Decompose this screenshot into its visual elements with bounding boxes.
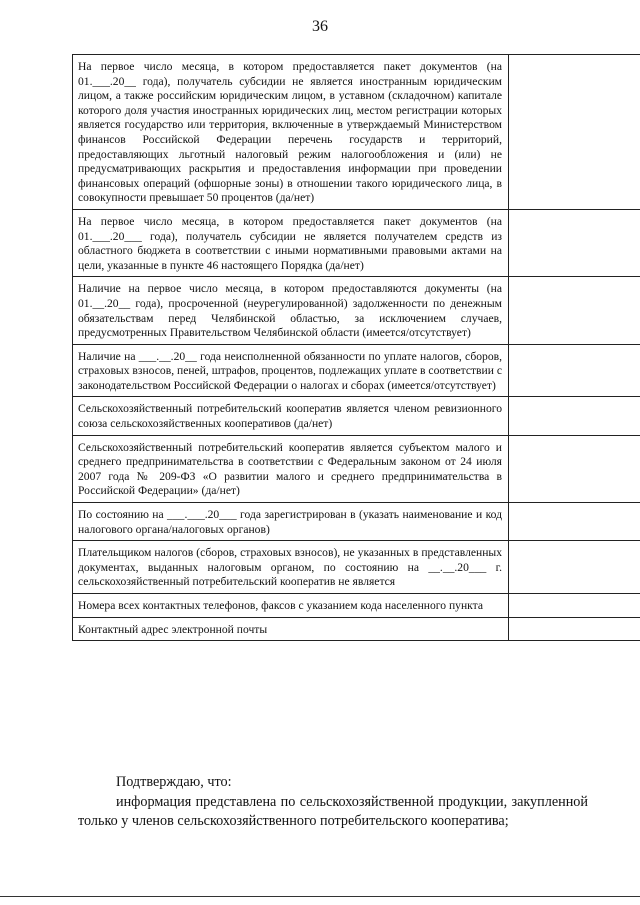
form-table xyxy=(72,54,640,641)
confirmation-block xyxy=(78,773,588,831)
question-cell: Контактный адрес электронной почты xyxy=(73,617,509,641)
table-row xyxy=(73,435,640,502)
table-row xyxy=(73,277,640,344)
answer-cell[interactable] xyxy=(509,617,640,641)
table-row xyxy=(73,594,640,618)
answer-cell[interactable] xyxy=(509,344,640,397)
table-row xyxy=(73,617,640,641)
table-row xyxy=(73,344,640,397)
answer-cell[interactable] xyxy=(509,594,640,618)
question-cell: На первое число месяца, в котором предоставляется пакет документов (на 01.___.20__ года), получатель субсидии не является иностранным юридическим лицом, а также российским юридическим лицом, в уставном (складочном) капитале которого доля участия иностранных юридических лиц, местом регистрации которых является государство или территория, включенные в утверждаемый Министерством финансов Российской Федерации перечень государств и территорий, предоставляющих льготный налоговый режим налогообложения и (или) не предусматривающих раскрытия и предоставления информации при проведении финансовых операций (офшорные зоны) в отношении такого юридического лица, в совокупности превышает 50 процентов (да/нет) xyxy=(73,55,509,210)
answer-cell[interactable] xyxy=(509,397,640,435)
answer-cell[interactable] xyxy=(509,55,640,210)
table-row xyxy=(73,55,640,210)
answer-cell[interactable] xyxy=(509,435,640,502)
table-row xyxy=(73,503,640,541)
question-cell: Номера всех контактных телефонов, факсов с указанием кода населенного пункта xyxy=(73,594,509,618)
answer-cell[interactable] xyxy=(509,277,640,344)
question-cell: Сельскохозяйственный потребительский кооператив является субъектом малого и среднего предпринимательства в соответствии с Федеральным законом от 24 июля 2007 года № 209-ФЗ «О развитии малого и среднего предпринимательства в Российской Федерации» (да/нет) xyxy=(73,435,509,502)
question-cell: По состоянию на ___.___.20___ года зарегистрирован в (указать наименование и код налогового органа/налоговых органов) xyxy=(73,503,509,541)
confirmation-paragraph: информация представлена по сельскохозяйственной продукции, закупленной только у членов сельскохозяйственного потребительского кооператива; xyxy=(78,794,588,829)
table-row xyxy=(73,209,640,276)
question-cell: Наличие на первое число месяца, в котором предоставляются документы (на 01.__.20__ года), просроченной (неурегулированной) задолженности по денежным обязательствам перед Челябинской областью, за исключением случаев, предусмотренных Правительством Челябинской области (имеется/отсутствует) xyxy=(73,277,509,344)
table-row xyxy=(73,397,640,435)
question-cell: На первое число месяца, в котором предоставляется пакет документов (на 01.___.20___ года), получатель субсидии не является получателем средств из областного бюджета в соответствии с иными нормативными правовыми актами на цели, указанные в пункте 46 настоящего Порядка (да/нет) xyxy=(73,209,509,276)
page-number: 36 xyxy=(312,18,328,35)
answer-cell[interactable] xyxy=(509,541,640,594)
confirmation-lead: Подтверждаю, что: xyxy=(116,774,232,790)
page-bottom-rule xyxy=(0,896,640,897)
answer-cell[interactable] xyxy=(509,503,640,541)
table-row xyxy=(73,541,640,594)
question-cell: Плательщиком налогов (сборов, страховых взносов), не указанных в представленных документах, выданных налоговым органом, по состоянию на __.__.20___ г. сельскохозяйственный потребительский кооператив не является xyxy=(73,541,509,594)
question-cell: Наличие на ___.__.20__ года неисполненной обязанности по уплате налогов, сборов, страховых взносов, пеней, штрафов, процентов, подлежащих уплате в соответствии с законодательством Российской Федерации о налогах и сборах (имеется/отсутствует) xyxy=(73,344,509,397)
answer-cell[interactable] xyxy=(509,209,640,276)
question-cell: Сельскохозяйственный потребительский кооператив является членом ревизионного союза сельскохозяйственных кооперативов (да/нет) xyxy=(73,397,509,435)
